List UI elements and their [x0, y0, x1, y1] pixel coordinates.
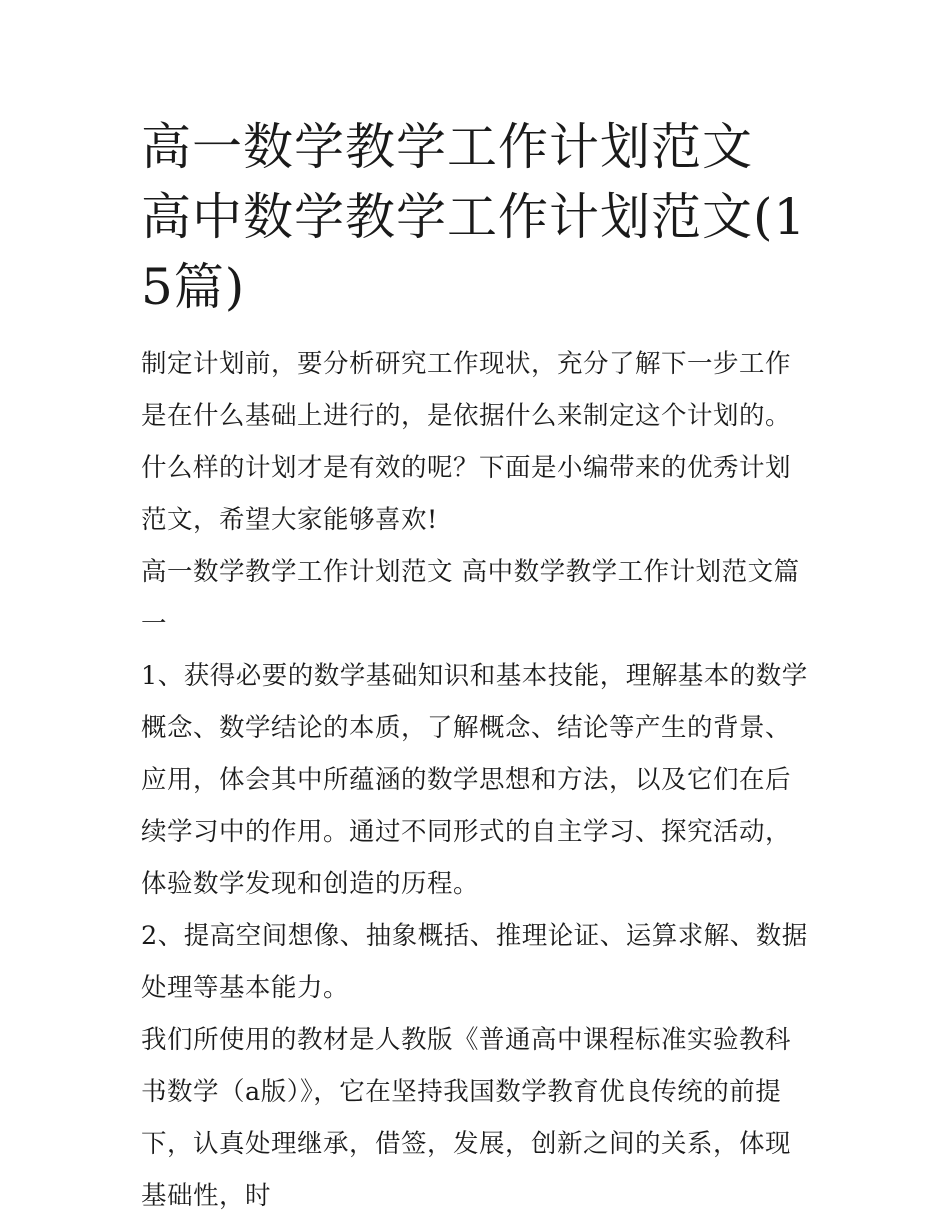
intro-paragraph: 制定计划前，要分析研究工作现状，充分了解下一步工作是在什么基础上进行的，是依据什么来制定这个计划的。什么样的计划才是有效的呢？下面是小编带来的优秀计划范文，希望大家能够喜欢! [141, 349, 792, 535]
document-body [141, 112, 813, 1222]
document-title: 高一数学教学工作计划范文 高中数学教学工作计划范文(15篇) [141, 118, 807, 316]
goal-paragraph-1: 1、获得必要的数学基础知识和基本技能，理解基本的数学概念、数学结论的本质，了解概念、结论等产生的背景、应用，体会其中所蕴涵的数学思想和方法，以及它们在后续学习中的作用。通过不同形式的自主学习、探究活动，体验数学发现和创造的历程。 [141, 661, 808, 899]
textbook-paragraph: 我们所使用的教材是人教版《普通高中课程标准实验教科书数学（a版）》，它在坚持我国数学教育优良传统的前提下，认真处理继承，借签，发展，创新之间的关系，体现基础性，时 [141, 1025, 792, 1211]
section-heading: 高一数学教学工作计划范文 高中数学教学工作计划范文篇一 [141, 557, 800, 639]
goal-paragraph-2: 2、提高空间想像、抽象概括、推理论证、运算求解、数据处理等基本能力。 [141, 921, 808, 1003]
